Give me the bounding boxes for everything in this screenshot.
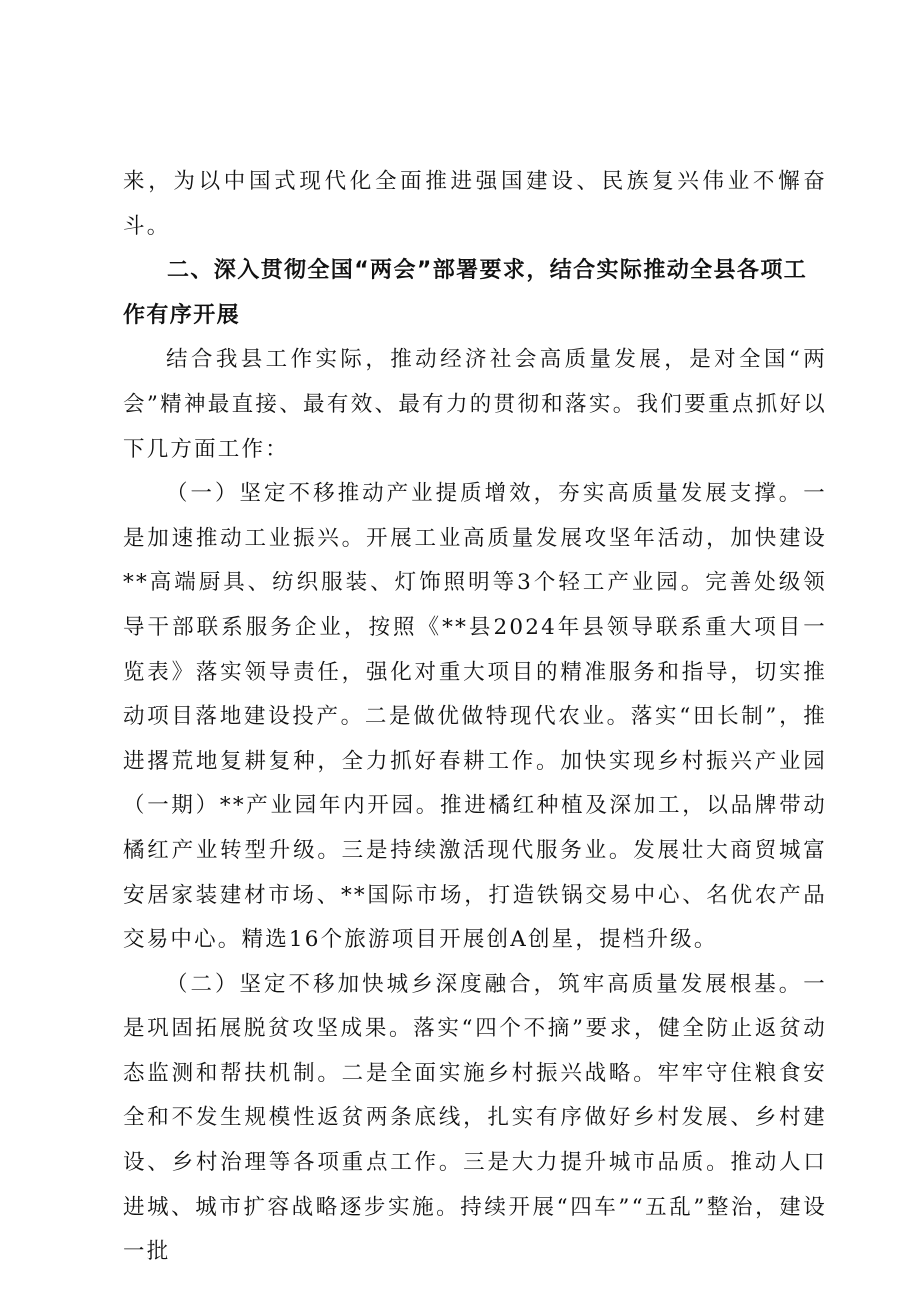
- document-body: [123, 160, 827, 1275]
- continuation-paragraph: 来，为以中国式现代化全面推进强国建设、民族复兴伟业不懈奋斗。: [123, 169, 827, 239]
- item2-paragraph: （二）坚定不移加快城乡深度融合，筑牢高质量发展根基。一是巩固拓展脱贫攻坚成果。落实“四个不摘”要求，健全防止返贫动态监测和帮扶机制。二是全面实施乡村振兴战略。牢牢守住粮食安全和不发生规模性返贫两条底线，扎实有序做好乡村发展、乡村建设、乡村治理等各项重点工作。三是大力提升城市品质。推动人口进城、城市扩容战略逐步实施。持续开展“四车”“五乱”整治，建设一批: [123, 971, 827, 1265]
- section-heading-line1: 二、深入贯彻全国“两会”部署要求，结合实际推动全县各项工: [167, 258, 808, 284]
- section-heading: [123, 249, 827, 338]
- section-heading-line2: 作有序开展: [123, 302, 241, 328]
- item1-paragraph: （一）坚定不移推动产业提质增效，夯实高质量发展支撑。一是加速推动工业振兴。开展工业高质量发展攻坚年活动，加快建设**高端厨具、纺织服装、灯饰照明等3个轻工产业园。完善处级领导干部联系服务企业，按照《**县2024年县领导联系重大项目一览表》落实领导责任，强化对重大项目的精准服务和指导，切实推动项目落地建设投产。二是做优做特现代农业。落实“田长制”，推进撂荒地复耕复种，全力抓好春耕工作。加快实现乡村振兴产业园（一期）**产业园年内开园。推进橘红种植及深加工，以品牌带动橘红产业转型升级。三是持续激活现代服务业。发展壮大商贸城富安居家装建材市场、**国际市场，打造铁锅交易中心、名优农产品交易中心。精选16个旅游项目开展创A创星，提档升级。: [123, 481, 827, 953]
- intro-paragraph: 结合我县工作实际，推动经济社会高质量发展，是对全国“两会”精神最直接、最有效、最有力的贯彻和落实。我们要重点抓好以下几方面工作：: [123, 347, 827, 462]
